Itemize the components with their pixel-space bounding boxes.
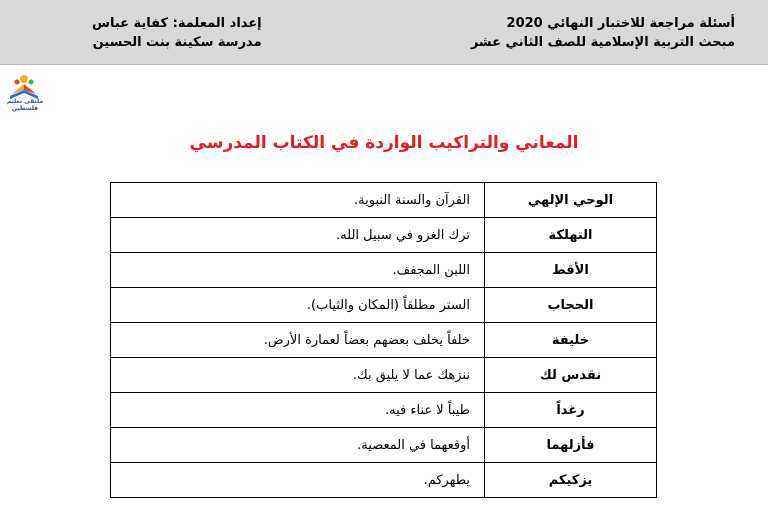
meaning-cell: ترك الغزو في سبيل الله. [111, 218, 485, 253]
meaning-cell: القرآن والسنة النبوية. [111, 183, 485, 218]
header-teacher-name: إعداد المعلمة: كفاية عباس [92, 16, 262, 31]
term-cell: التهلكة [485, 218, 657, 253]
term-cell: رغداً [485, 393, 657, 428]
table-row [111, 463, 657, 498]
table-row [111, 393, 657, 428]
meaning-cell: طيباً لا عناء فيه. [111, 393, 485, 428]
term-cell: فأزلهما [485, 428, 657, 463]
logo-caption: ملتقى تعليم فلسطين [6, 98, 44, 112]
meaning-cell: ننزهك عما لا يليق بك. [111, 358, 485, 393]
header-exam-title: أسئلة مراجعة للاختبار النهائي 2020 [506, 16, 735, 31]
header-exam-info [471, 14, 735, 52]
page-header [0, 0, 768, 65]
header-school-name: مدرسة سكينة بنت الحسين [92, 35, 262, 50]
term-cell: الوحي الإلهي [485, 183, 657, 218]
table-row [111, 288, 657, 323]
table-row [111, 218, 657, 253]
term-cell: الأقط [485, 253, 657, 288]
meaning-cell: أوقعهما في المعصية. [111, 428, 485, 463]
term-cell: يزكيكم [485, 463, 657, 498]
meaning-cell: الستر مطلقاً (المكان والثياب). [111, 288, 485, 323]
table-row [111, 323, 657, 358]
meaning-cell: اللبن المجفف. [111, 253, 485, 288]
meaning-cell: يطهركم. [111, 463, 485, 498]
table-row [111, 358, 657, 393]
header-teacher-info [92, 14, 262, 52]
table-row [111, 253, 657, 288]
header-subject: مبحث التربية الإسلامية للصف الثاني عشر [470, 35, 735, 50]
term-cell: خليفة [485, 323, 657, 358]
table-row [111, 183, 657, 218]
term-cell: نقدس لك [485, 358, 657, 393]
terms-table [110, 182, 657, 498]
meaning-cell: خلفاً يخلف بعضهم بعضاً لعمارة الأرض. [111, 323, 485, 358]
page-title: المعاني والتراكيب الواردة في الكتاب المدرسي [189, 133, 579, 153]
table-row [111, 428, 657, 463]
term-cell: الحجاب [485, 288, 657, 323]
